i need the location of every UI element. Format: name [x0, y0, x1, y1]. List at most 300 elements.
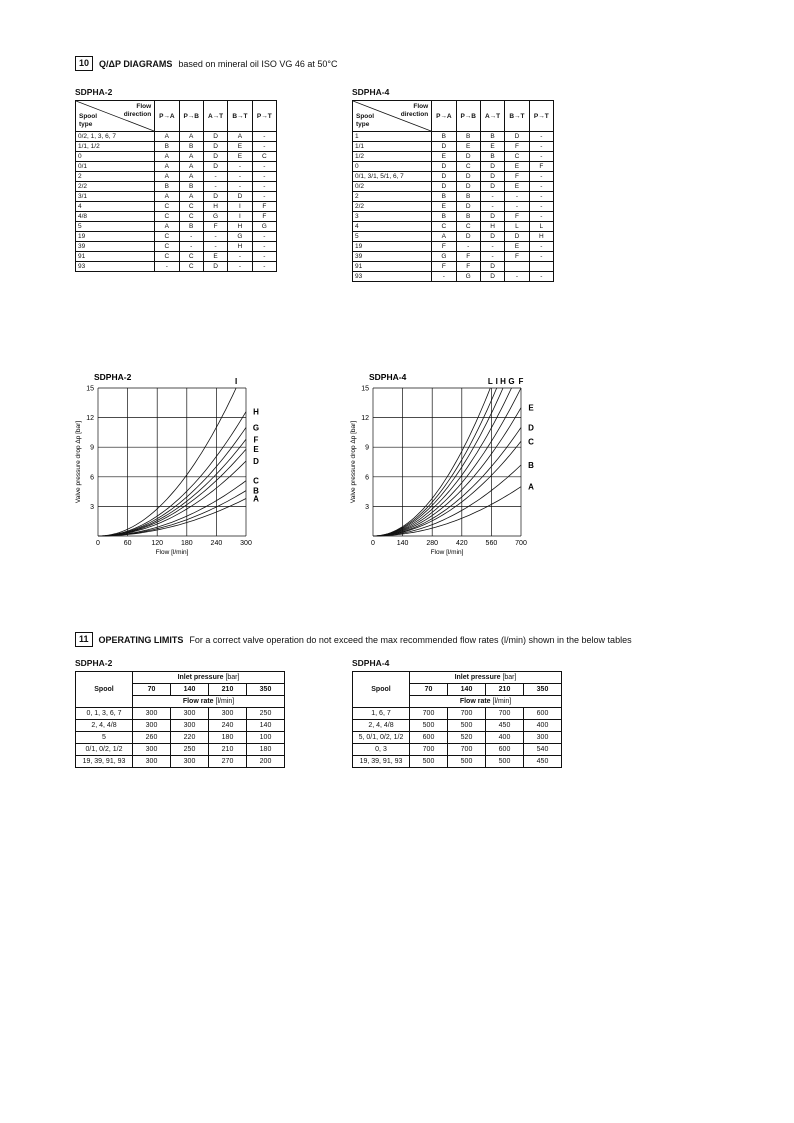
value-cell — [505, 262, 529, 272]
spool-cell: 93 — [353, 272, 432, 282]
value-cell: 500 — [410, 756, 448, 768]
section-title: OPERATING LIMITS — [98, 634, 184, 645]
value-cell: E — [228, 152, 252, 162]
value-cell: - — [252, 182, 276, 192]
table-row — [76, 708, 285, 720]
table-row — [353, 720, 562, 732]
series-label: D — [253, 457, 259, 467]
value-cell: C — [155, 202, 179, 212]
spool-cell: 91 — [353, 262, 432, 272]
spool-cell: 0/1, 3/1, 5/1, 6, 7 — [353, 172, 432, 182]
value-cell: G — [432, 252, 456, 262]
spool-cell: 1/2 — [353, 152, 432, 162]
value-cell: D — [456, 202, 480, 212]
value-cell: 180 — [209, 732, 247, 744]
x-tick-label: 120 — [151, 540, 164, 547]
value-cell: 260 — [133, 732, 171, 744]
value-cell: 540 — [524, 744, 562, 756]
value-cell: - — [179, 232, 203, 242]
section-title: Q/ΔP DIAGRAMS — [99, 58, 173, 69]
series-label: G — [508, 377, 515, 386]
curve-F — [98, 439, 246, 536]
value-cell: 400 — [524, 720, 562, 732]
value-cell: F — [456, 252, 480, 262]
value-cell: 300 — [171, 720, 209, 732]
limits-table-sdpha4 — [352, 671, 562, 768]
value-cell: F — [203, 222, 227, 232]
table-row — [76, 142, 277, 152]
value-cell: L — [505, 222, 529, 232]
value-cell: B — [179, 142, 203, 152]
spool-cell: 1/1, 1/2 — [76, 142, 155, 152]
table-row — [76, 192, 277, 202]
value-cell: - — [252, 162, 276, 172]
x-tick-label: 180 — [180, 540, 193, 547]
value-cell: C — [505, 152, 529, 162]
pressure-header: 210 — [209, 684, 247, 696]
value-cell: 250 — [247, 708, 285, 720]
flow-direction-label: Flow direction — [400, 103, 429, 118]
value-cell: D — [203, 142, 227, 152]
value-cell: - — [252, 252, 276, 262]
y-tick-label: 15 — [361, 385, 369, 393]
value-cell — [529, 262, 553, 272]
x-tick-label: 240 — [210, 540, 223, 547]
y-axis-label: Valve pressure drop Δp [bar] — [350, 420, 357, 504]
value-cell: - — [155, 262, 179, 272]
value-cell: F — [252, 212, 276, 222]
table-row — [353, 756, 562, 768]
value-cell: - — [432, 272, 456, 282]
value-cell: 300 — [133, 744, 171, 756]
series-label: H — [253, 407, 259, 417]
value-cell: 450 — [524, 756, 562, 768]
table-row — [353, 192, 554, 202]
value-cell: 600 — [524, 708, 562, 720]
x-tick-label: 560 — [485, 540, 498, 547]
value-cell: D — [432, 172, 456, 182]
flow-direction-label: Flow direction — [123, 103, 152, 118]
table-row — [353, 212, 554, 222]
curve-F — [373, 388, 521, 536]
x-tick-label: 300 — [240, 540, 252, 547]
spool-cell: 91 — [76, 252, 155, 262]
table-row — [353, 272, 554, 282]
y-tick-label: 3 — [365, 503, 369, 511]
value-cell: - — [529, 212, 553, 222]
series-label: A — [528, 482, 534, 492]
value-cell: D — [456, 152, 480, 162]
diagonal-header-cell — [353, 101, 432, 132]
value-cell: G — [252, 222, 276, 232]
value-cell: C — [456, 162, 480, 172]
series-label: E — [253, 445, 259, 455]
value-cell: D — [432, 182, 456, 192]
col-header: B→T — [505, 101, 529, 132]
curve-E — [373, 408, 521, 536]
value-cell: D — [456, 232, 480, 242]
value-cell: 450 — [486, 720, 524, 732]
x-tick-label: 60 — [123, 540, 132, 547]
spool-cell: 93 — [76, 262, 155, 272]
series-label: L — [487, 377, 493, 386]
value-cell: - — [505, 272, 529, 282]
spool-type-label: Spool type — [79, 113, 98, 128]
value-cell: 500 — [410, 720, 448, 732]
value-cell: D — [432, 162, 456, 172]
x-tick-label: 420 — [455, 540, 468, 547]
x-tick-label: 140 — [396, 540, 409, 547]
y-tick-label: 9 — [90, 444, 94, 452]
table-row — [76, 172, 277, 182]
table-row — [76, 212, 277, 222]
spool-cell: 1/1 — [353, 142, 432, 152]
chart-sdpha2 — [70, 368, 285, 558]
value-cell: H — [228, 222, 252, 232]
spool-cell: 19, 39, 91, 93 — [353, 756, 410, 768]
series-label: C — [528, 437, 534, 447]
spool-cell: 2 — [353, 192, 432, 202]
pressure-header: 210 — [486, 684, 524, 696]
value-cell: - — [480, 202, 504, 212]
y-tick-label: 12 — [86, 415, 94, 423]
value-cell: A — [432, 232, 456, 242]
value-cell: - — [529, 192, 553, 202]
inlet-pressure-header: Inlet pressure [bar] — [410, 672, 562, 684]
series-label: G — [252, 423, 260, 433]
value-cell: 700 — [448, 708, 486, 720]
value-cell: B — [456, 212, 480, 222]
value-cell: H — [480, 222, 504, 232]
value-cell: D — [228, 192, 252, 202]
table-row — [353, 708, 562, 720]
table-row — [76, 262, 277, 272]
x-tick-label: 280 — [426, 540, 439, 547]
value-cell: 270 — [209, 756, 247, 768]
spool-cell: 2, 4, 4/8 — [353, 720, 410, 732]
value-cell: A — [179, 172, 203, 182]
value-cell: - — [480, 192, 504, 202]
value-cell: F — [432, 262, 456, 272]
curve-H — [373, 388, 503, 536]
spool-cell: 3/1 — [76, 192, 155, 202]
value-cell: E — [505, 162, 529, 172]
value-cell: 100 — [247, 732, 285, 744]
spool-cell: 2 — [76, 172, 155, 182]
value-cell: D — [203, 192, 227, 202]
table-row — [353, 182, 554, 192]
curve-B — [98, 491, 246, 536]
table-row — [76, 152, 277, 162]
spool-header: Spool — [76, 672, 133, 708]
value-cell: - — [252, 172, 276, 182]
table-row — [76, 132, 277, 142]
value-cell: F — [505, 212, 529, 222]
value-cell: G — [228, 232, 252, 242]
section-subtitle: based on mineral oil ISO VG 46 at 50°C — [178, 58, 338, 69]
value-cell: - — [252, 142, 276, 152]
value-cell: B — [480, 132, 504, 142]
table-row — [76, 162, 277, 172]
value-cell: G — [203, 212, 227, 222]
value-cell: 300 — [171, 756, 209, 768]
flow-table-sdpha4 — [352, 100, 554, 282]
value-cell: B — [480, 152, 504, 162]
value-cell: D — [203, 132, 227, 142]
flow-rate-header: Flow rate [l/min] — [410, 696, 562, 708]
spool-cell: 0, 3 — [353, 744, 410, 756]
value-cell: D — [203, 162, 227, 172]
series-label: D — [528, 423, 534, 433]
value-cell: F — [505, 252, 529, 262]
value-cell: D — [480, 182, 504, 192]
value-cell: 520 — [448, 732, 486, 744]
spool-cell: 2, 4, 4/8 — [76, 720, 133, 732]
spool-cell: 4/8 — [76, 212, 155, 222]
value-cell: F — [505, 172, 529, 182]
value-cell: - — [529, 172, 553, 182]
flow-table-sdpha2 — [75, 100, 277, 272]
value-cell: 600 — [410, 732, 448, 744]
value-cell: A — [155, 172, 179, 182]
spool-cell: 0 — [353, 162, 432, 172]
spool-cell: 19 — [353, 242, 432, 252]
series-label: I — [495, 377, 498, 386]
series-label: I — [235, 377, 238, 386]
col-header: P→T — [529, 101, 553, 132]
value-cell: 700 — [410, 744, 448, 756]
value-cell: - — [228, 182, 252, 192]
value-cell: E — [505, 182, 529, 192]
spool-cell: 2/2 — [353, 202, 432, 212]
table-row — [353, 732, 562, 744]
value-cell: D — [480, 212, 504, 222]
pressure-header: 350 — [524, 684, 562, 696]
spool-cell: 1, 6, 7 — [353, 708, 410, 720]
table-row — [76, 732, 285, 744]
spool-cell: 19 — [76, 232, 155, 242]
spool-cell: 39 — [76, 242, 155, 252]
section-10-header — [75, 56, 338, 71]
value-cell: C — [456, 222, 480, 232]
spool-cell: 19, 39, 91, 93 — [76, 756, 133, 768]
value-cell: 240 — [209, 720, 247, 732]
pressure-header: 350 — [247, 684, 285, 696]
value-cell: H — [203, 202, 227, 212]
section-number: 11 — [75, 632, 93, 647]
value-cell: - — [529, 242, 553, 252]
value-cell: E — [505, 242, 529, 252]
pressure-header: 140 — [171, 684, 209, 696]
x-axis-label: Flow [l/min] — [430, 549, 464, 556]
value-cell: 700 — [486, 708, 524, 720]
section-11-header — [75, 632, 632, 647]
value-cell: D — [505, 132, 529, 142]
value-cell: C — [179, 262, 203, 272]
table-row — [353, 222, 554, 232]
series-label: H — [500, 377, 506, 386]
value-cell: - — [252, 262, 276, 272]
col-header: B→T — [228, 101, 252, 132]
value-cell: B — [179, 222, 203, 232]
value-cell: A — [155, 162, 179, 172]
value-cell: A — [155, 192, 179, 202]
value-cell: B — [155, 142, 179, 152]
table-row — [76, 222, 277, 232]
value-cell: 600 — [486, 744, 524, 756]
spool-cell: 4 — [353, 222, 432, 232]
value-cell: H — [529, 232, 553, 242]
value-cell: 700 — [410, 708, 448, 720]
value-cell: - — [203, 182, 227, 192]
value-cell: - — [228, 252, 252, 262]
value-cell: C — [155, 212, 179, 222]
value-cell: L — [529, 222, 553, 232]
value-cell: A — [155, 152, 179, 162]
value-cell: C — [179, 202, 203, 212]
table-row — [76, 202, 277, 212]
spool-cell: 1 — [353, 132, 432, 142]
x-tick-label: 0 — [96, 540, 100, 547]
value-cell: E — [480, 142, 504, 152]
y-tick-label: 9 — [365, 444, 369, 452]
y-tick-label: 6 — [90, 474, 94, 482]
value-cell: 220 — [171, 732, 209, 744]
value-cell: E — [228, 142, 252, 152]
col-header: A→T — [480, 101, 504, 132]
table-row — [353, 262, 554, 272]
y-tick-label: 3 — [90, 503, 94, 511]
value-cell: 700 — [448, 744, 486, 756]
value-cell: D — [480, 262, 504, 272]
value-cell: 500 — [448, 720, 486, 732]
value-cell: 300 — [524, 732, 562, 744]
series-label: A — [253, 494, 259, 504]
value-cell: - — [228, 172, 252, 182]
value-cell: B — [456, 192, 480, 202]
series-label: F — [518, 377, 524, 386]
series-label: F — [253, 435, 259, 445]
series-label: B — [253, 486, 259, 496]
col-header: P→T — [252, 101, 276, 132]
spool-cell: 0/2 — [353, 182, 432, 192]
curve-E — [98, 449, 246, 536]
value-cell: - — [252, 132, 276, 142]
table-row — [353, 152, 554, 162]
value-cell: - — [529, 152, 553, 162]
value-cell: D — [203, 262, 227, 272]
value-cell: - — [480, 242, 504, 252]
table-row — [353, 232, 554, 242]
value-cell: D — [203, 152, 227, 162]
value-cell: C — [155, 252, 179, 262]
value-cell: 180 — [247, 744, 285, 756]
value-cell: A — [155, 222, 179, 232]
value-cell: C — [179, 212, 203, 222]
col-header: P→A — [155, 101, 179, 132]
table-row — [353, 162, 554, 172]
series-label: C — [253, 476, 259, 486]
section-subtitle: For a correct valve operation do not exceed the max recommended flow rates (l/min) shown in the below tables — [189, 634, 632, 645]
spool-cell: 0 — [76, 152, 155, 162]
value-cell: E — [203, 252, 227, 262]
table-row — [76, 744, 285, 756]
value-cell: 500 — [448, 756, 486, 768]
value-cell: - — [529, 272, 553, 282]
x-axis-label: Flow [l/min] — [155, 549, 189, 556]
value-cell: - — [505, 192, 529, 202]
value-cell: - — [529, 132, 553, 142]
series-label: B — [528, 460, 534, 470]
pressure-header: 70 — [133, 684, 171, 696]
value-cell: 300 — [209, 708, 247, 720]
value-cell: D — [456, 182, 480, 192]
diagonal-header-cell — [76, 101, 155, 132]
series-label: E — [528, 403, 534, 413]
value-cell: 250 — [171, 744, 209, 756]
value-cell: A — [155, 132, 179, 142]
y-tick-label: 12 — [361, 415, 369, 423]
value-cell: C — [252, 152, 276, 162]
flow-rate-header: Flow rate [l/min] — [133, 696, 285, 708]
table-label-sdpha2: SDPHA-2 — [75, 87, 113, 97]
chart-sdpha4 — [345, 368, 560, 558]
value-cell: - — [252, 242, 276, 252]
value-cell: A — [179, 152, 203, 162]
value-cell: 200 — [247, 756, 285, 768]
value-cell: 500 — [486, 756, 524, 768]
value-cell: - — [529, 142, 553, 152]
spool-cell: 5 — [76, 222, 155, 232]
value-cell: F — [432, 242, 456, 252]
value-cell: G — [456, 272, 480, 282]
value-cell: H — [228, 242, 252, 252]
value-cell: C — [155, 232, 179, 242]
x-tick-label: 0 — [371, 540, 375, 547]
curve-G — [373, 388, 512, 536]
value-cell: B — [432, 212, 456, 222]
table-row — [353, 132, 554, 142]
chart-title: SDPHA-2 — [94, 372, 132, 382]
value-cell: - — [228, 162, 252, 172]
value-cell: B — [155, 182, 179, 192]
table-label-sdpha4-limits: SDPHA-4 — [352, 658, 390, 668]
table-row — [353, 202, 554, 212]
value-cell: - — [480, 252, 504, 262]
value-cell: 400 — [486, 732, 524, 744]
value-cell: - — [203, 232, 227, 242]
value-cell: - — [228, 262, 252, 272]
value-cell: D — [432, 142, 456, 152]
value-cell: - — [505, 202, 529, 212]
table-label-sdpha2-limits: SDPHA-2 — [75, 658, 113, 668]
value-cell: C — [155, 242, 179, 252]
spool-cell: 2/2 — [76, 182, 155, 192]
value-cell: B — [179, 182, 203, 192]
spool-header: Spool — [353, 672, 410, 708]
spool-cell: 39 — [353, 252, 432, 262]
table-row — [353, 744, 562, 756]
table-label-sdpha4: SDPHA-4 — [352, 87, 390, 97]
value-cell: - — [529, 202, 553, 212]
value-cell: - — [203, 172, 227, 182]
value-cell: F — [505, 142, 529, 152]
y-tick-label: 6 — [365, 474, 369, 482]
value-cell: D — [456, 172, 480, 182]
value-cell: - — [252, 192, 276, 202]
x-tick-label: 700 — [515, 540, 527, 547]
value-cell: - — [179, 242, 203, 252]
